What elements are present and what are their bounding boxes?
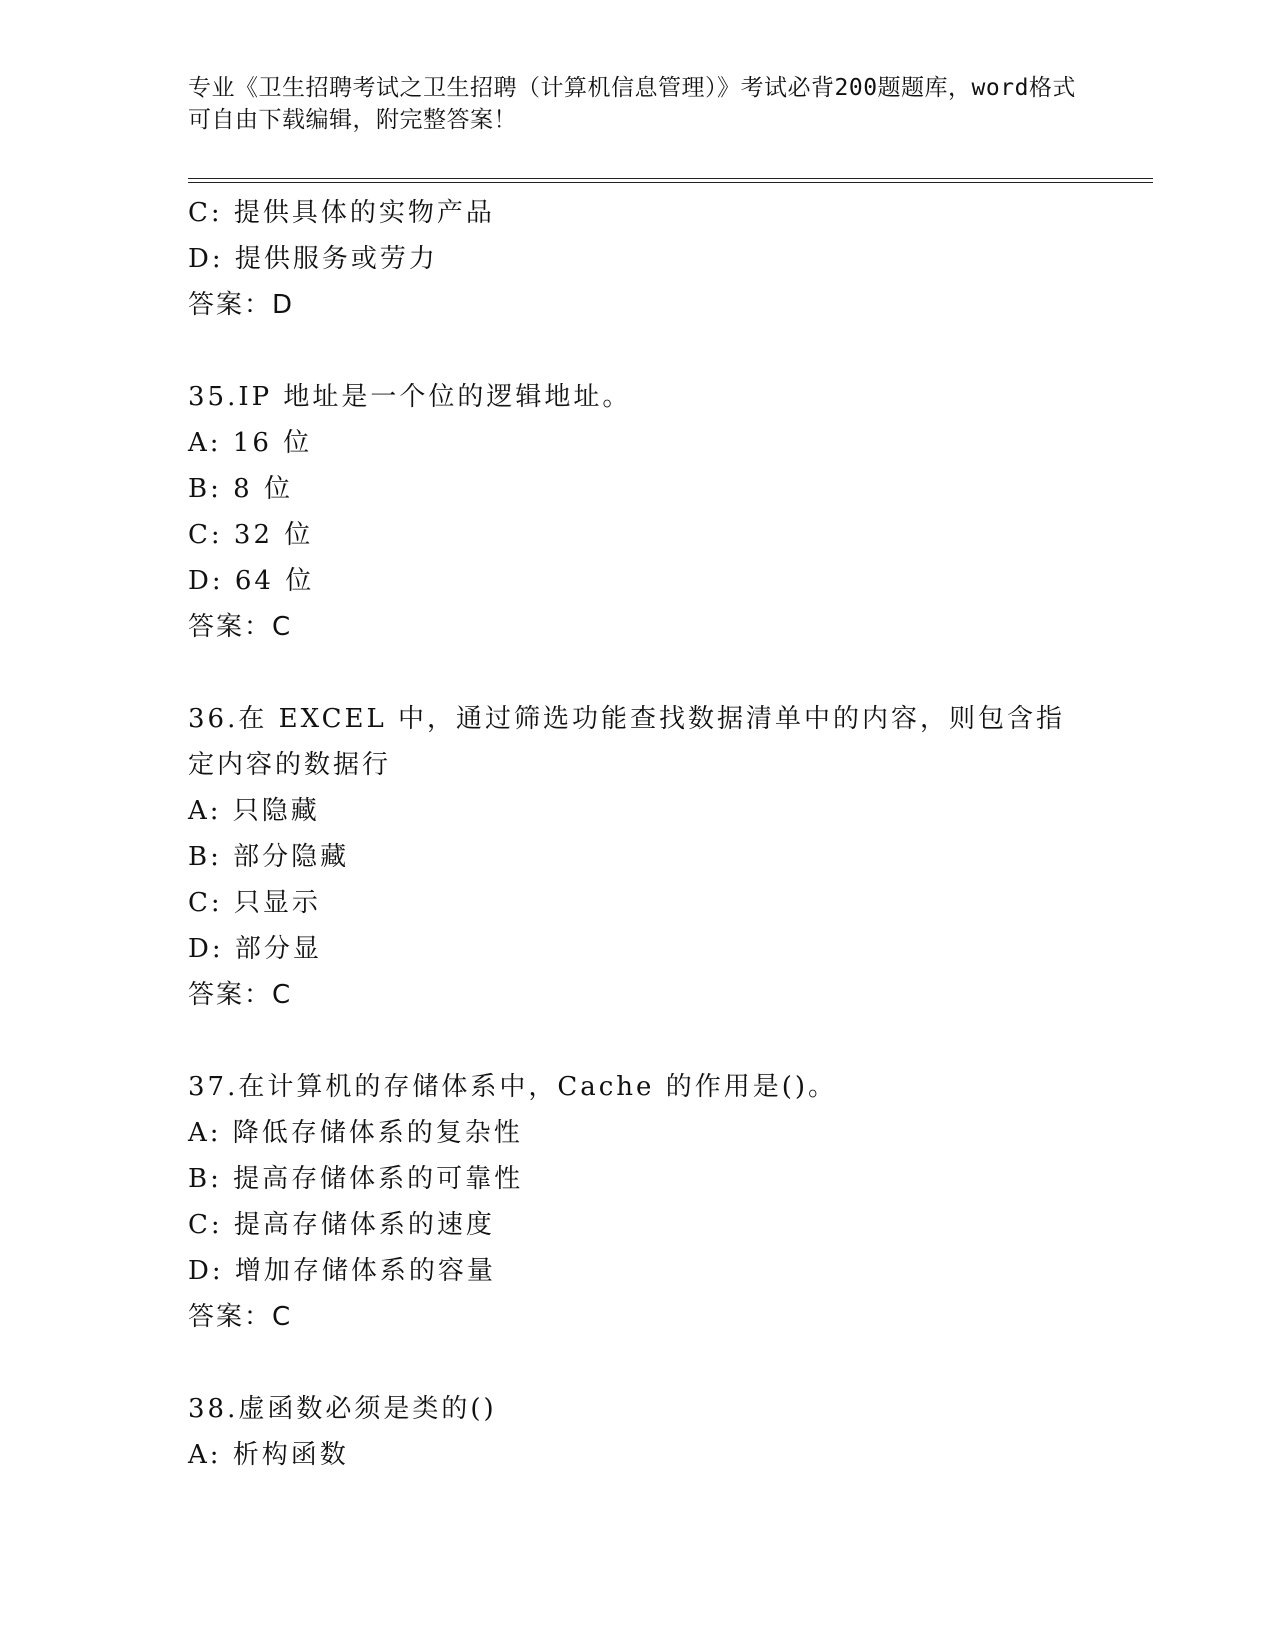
answer-line: 答案：C <box>188 612 293 642</box>
option-c: C: 提高存储体系的速度 <box>188 1210 495 1240</box>
option-d: D: 64 位 <box>188 566 315 596</box>
question-list <box>188 190 1088 1478</box>
question-37-title: 37.在计算机的存储体系中，Cache 的作用是()。 <box>188 1072 837 1102</box>
option-d: D: 提供服务或劳力 <box>188 244 438 274</box>
answer-line: 答案：D <box>188 290 295 320</box>
document-header: 专业《卫生招聘考试之卫生招聘（计算机信息管理）》考试必背200题题库，word格式可自由下载编辑，附完整答案！ <box>188 75 1076 133</box>
option-b: B: 部分隐藏 <box>188 842 350 872</box>
option-c: C: 提供具体的实物产品 <box>188 198 495 228</box>
option-a: A: 只隐藏 <box>188 796 320 826</box>
answer-line: 答案：C <box>188 980 293 1010</box>
option-c: C: 只显示 <box>188 888 321 918</box>
header-divider <box>188 178 1153 183</box>
question-36-title: 36.在 EXCEL 中，通过筛选功能查找数据清单中的内容，则包含指定内容的数据行 <box>188 704 1066 780</box>
option-a: A: 析构函数 <box>188 1440 349 1470</box>
option-a: A: 16 位 <box>188 428 313 458</box>
option-b: B: 提高存储体系的可靠性 <box>188 1164 524 1194</box>
option-d: D: 部分显 <box>188 934 322 964</box>
answer-line: 答案：C <box>188 1302 293 1332</box>
option-a: A: 降低存储体系的复杂性 <box>188 1118 523 1148</box>
option-d: D: 增加存储体系的容量 <box>188 1256 496 1286</box>
question-38-title: 38.虚函数必须是类的() <box>188 1394 497 1424</box>
option-c: C: 32 位 <box>188 520 314 550</box>
question-35-title: 35.IP 地址是一个位的逻辑地址。 <box>188 382 632 412</box>
option-b: B: 8 位 <box>188 474 293 504</box>
